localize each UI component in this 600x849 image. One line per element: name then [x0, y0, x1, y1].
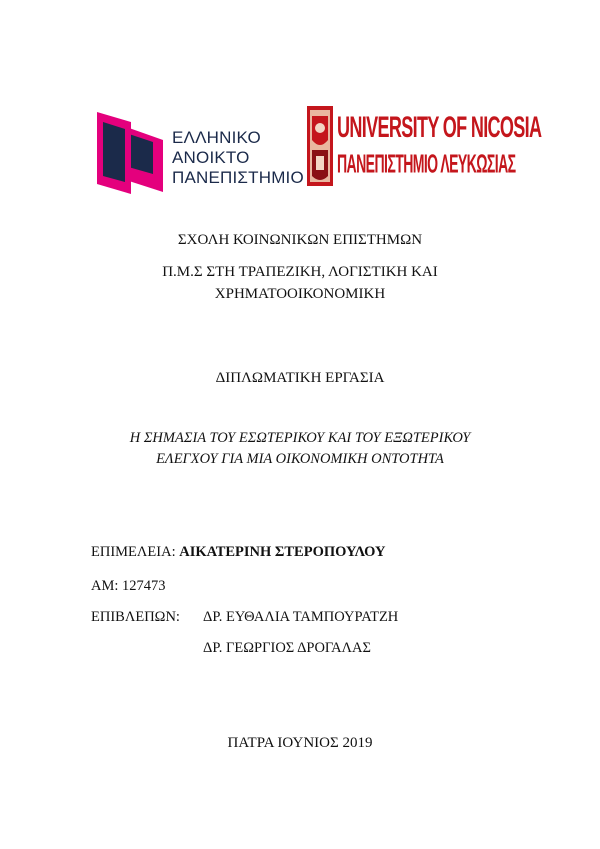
place-and-date: ΠΑΤΡΑ ΙΟΥΝΙΟΣ 2019	[227, 735, 373, 751]
author-label: ΕΠΙΜΕΛΕΙΑ:	[91, 544, 176, 560]
program-name-line: ΧΡΗΜΑΤΟΟΙΚΟΝΟΜΙΚΗ	[214, 286, 386, 302]
program-name	[60, 261, 540, 305]
student-id-label: ΑΜ:	[91, 578, 119, 594]
thesis-title	[60, 428, 540, 470]
student-id-field	[91, 576, 166, 596]
unic-logo-greek-name: ΠΑΝΕΠΙΣΤΗΜΙΟ ΛΕΥΚΩΣΙΑΣ	[337, 151, 516, 180]
eap-logo-mark-icon	[93, 112, 163, 194]
supervisor-name: ΔΡ. ΓΕΩΡΓΙΟΣ ΔΡΟΓΑΛΑΣ	[203, 640, 371, 656]
eap-logo-line: ΠΑΝΕΠΙΣΤΗΜΙΟ	[172, 168, 304, 187]
hellenic-open-university-logo	[93, 112, 303, 196]
eap-logo-line: ΕΛΛΗΝΙΚΟ	[172, 128, 261, 147]
thesis-title-line: Η ΣΗΜΑΣΙΑ ΤΟΥ ΕΣΩΤΕΡΙΚΟΥ ΚΑΙ ΤΟΥ ΕΞΩΤΕΡΙΚΟΥ	[129, 430, 471, 446]
unic-crest-icon	[307, 106, 333, 186]
eap-logo-line: ΑΝΟΙΚΤΟ	[172, 148, 250, 167]
author-name: ΑΙΚΑΤΕΡΙΝΗ ΣΤΕΡΟΠΟΥΛΟΥ	[179, 544, 386, 560]
unic-logo-english-name: UNIVERSITY OF NICOSIA	[337, 110, 542, 144]
eap-logo-text	[172, 128, 312, 188]
school-name: ΣΧΟΛΗ ΚΟΙΝΩΝΙΚΩΝ ΕΠΙΣΤΗΜΩΝ	[177, 232, 423, 248]
thesis-title-line: ΕΛΕΓΧΟΥ ΓΙΑ ΜΙΑ ΟΙΚΟΝΟΜΙΚΗ ΟΝΤΟΤΗΤΑ	[156, 451, 444, 467]
student-id-value: 127473	[122, 578, 166, 594]
program-name-line: Π.Μ.Σ ΣΤΗ ΤΡΑΠΕΖΙΚΗ, ΛΟΓΙΣΤΙΚΗ ΚΑΙ	[162, 264, 438, 280]
university-of-nicosia-logo	[307, 104, 542, 190]
document-type: ΔΙΠΛΩΜΑΤΙΚΗ ΕΡΓΑΣΙΑ	[215, 370, 385, 386]
supervisors-label: ΕΠΙΒΛΕΠΩΝ:	[91, 609, 180, 625]
supervisor-name: ΔΡ. ΕΥΘΑΛΙΑ ΤΑΜΠΟΥΡΑΤΖΗ	[203, 609, 399, 625]
author-field	[91, 542, 386, 562]
